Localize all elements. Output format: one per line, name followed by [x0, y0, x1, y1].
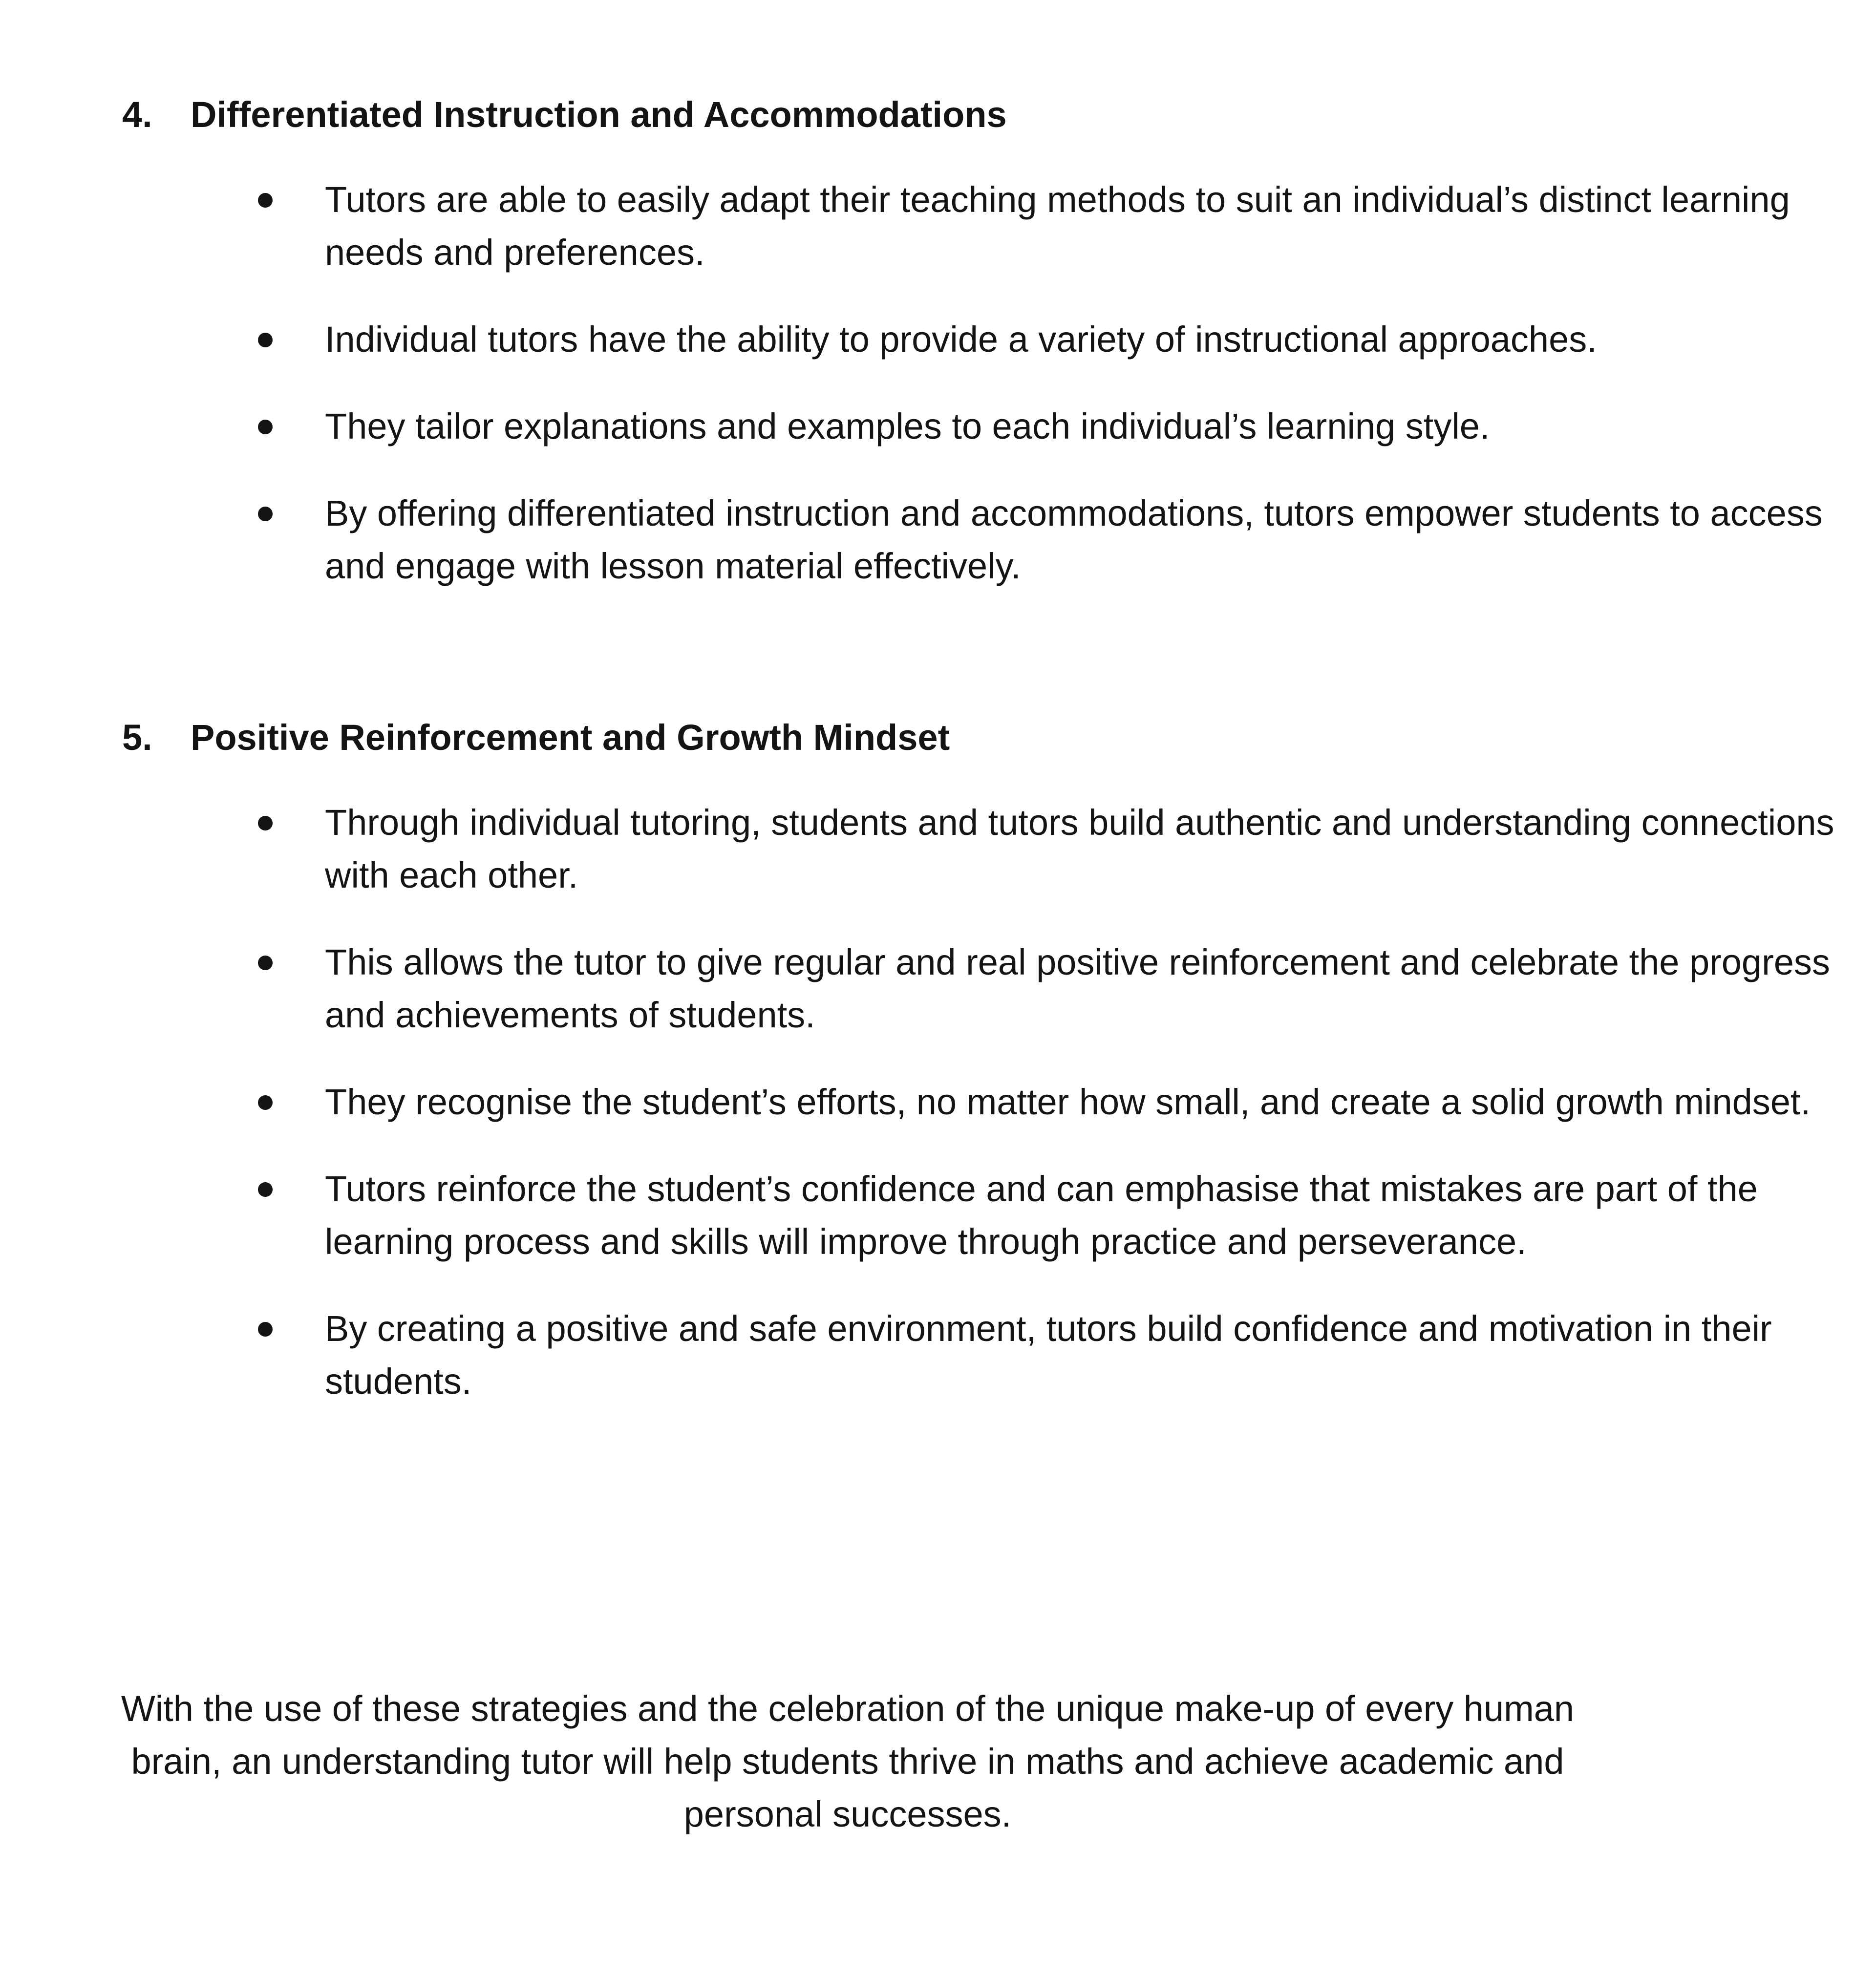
section-heading	[122, 713, 1783, 762]
list-item	[122, 1076, 1849, 1128]
list-item-text: They tailor explanations and examples to each individual’s learning style.	[325, 406, 1490, 447]
section-title: Positive Reinforcement and Growth Mindset	[191, 717, 950, 758]
list-item	[122, 313, 1849, 366]
list-item	[122, 400, 1849, 453]
list-item-text: Individual tutors have the ability to provide a variety of instructional approaches.	[325, 319, 1597, 360]
bullet-icon	[258, 1182, 273, 1197]
bullet-list	[122, 173, 1823, 593]
list-item	[122, 796, 1849, 902]
list-item	[122, 936, 1849, 1042]
list-item-text: By offering differentiated instruction and accommodations, tutors empower students to access and engage with lesson material effectively.	[325, 493, 1823, 586]
list-item	[122, 1302, 1849, 1408]
section-number: 5.	[122, 717, 152, 758]
section-number: 4.	[122, 94, 152, 135]
bullet-icon	[258, 507, 273, 521]
list-item	[122, 173, 1849, 279]
list-item	[122, 487, 1849, 593]
list-item-text: Through individual tutoring, students and tutors build authentic and understanding connections with each other.	[325, 802, 1834, 895]
bullet-icon	[258, 193, 273, 208]
bullet-icon	[258, 816, 273, 830]
section-heading	[122, 90, 1783, 139]
list-item	[122, 1163, 1849, 1268]
bullet-icon	[258, 1095, 273, 1110]
bullet-icon	[258, 956, 273, 970]
bullet-icon	[258, 420, 273, 434]
list-item-text: This allows the tutor to give regular and real positive reinforcement and celebrate the progress and achievements of students.	[325, 942, 1830, 1035]
section-positive-reinforcement	[122, 713, 1834, 1442]
bullet-list	[122, 796, 1834, 1408]
list-item-text: By creating a positive and safe environment, tutors build confidence and motivation in their students.	[325, 1308, 1772, 1402]
bullet-icon	[258, 333, 273, 347]
list-item-text: They recognise the student’s efforts, no matter how small, and create a solid growth mindset.	[325, 1082, 1811, 1122]
bullet-icon	[258, 1322, 273, 1337]
section-differentiated-instruction	[122, 90, 1823, 627]
list-item-text: Tutors reinforce the student’s confidence and can emphasise that mistakes are part of the learning process and skills will improve through practice and perseverance.	[325, 1169, 1758, 1262]
closing-paragraph: With the use of these strategies and the celebration of the unique make-up of every human brain, an understanding tutor will help students thrive in maths and achieve academic and personal successes.	[121, 1688, 1575, 1834]
section-title: Differentiated Instruction and Accommodations	[191, 94, 1007, 135]
list-item-text: Tutors are able to easily adapt their teaching methods to suit an individual’s distinct learning needs and preferences.	[325, 179, 1790, 273]
